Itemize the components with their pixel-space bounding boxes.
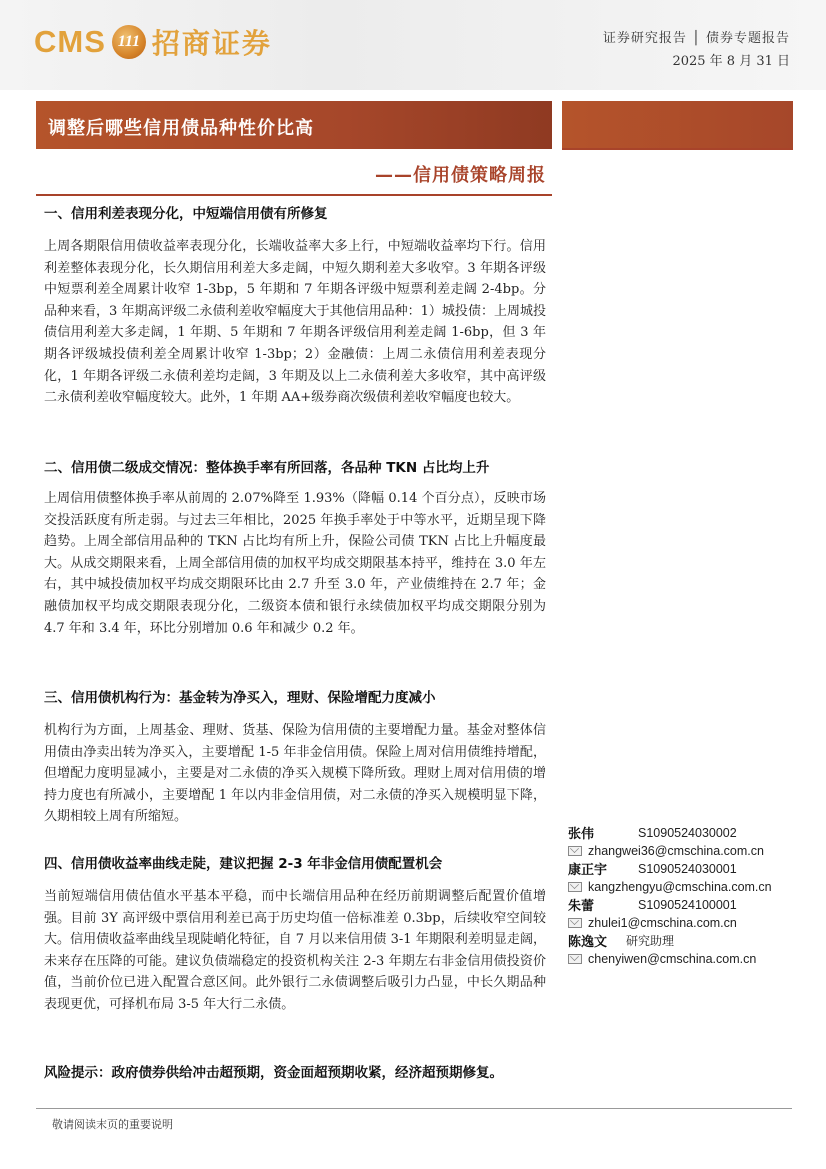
analyst-email[interactable]: zhangwei36@cmschina.com.cn [588, 843, 764, 858]
section-heading-3: 三、信用债机构行为：基金转为净买入，理财、保险增配力度减小 [44, 690, 436, 706]
report-date: 2025 年 8 月 31 日 [672, 54, 790, 69]
section-body-4: 当前短端信用债估值水平基本平稳，而中长端信用品种在经历前期调整后配置价值增强。目前 3Y 高评级中票信用利差已高于历史均值一倍标准差 0.3bp，后续收窄空间较大。信用债收益率曲线呈现陡峭化特征，自 7 月以来信用债 3-1 年期限利差明显走阔，未来存在压降的可能。建议负债端稳定的投资机构关注 2-3 年期左右非金信用债投资价值，当前价位已进入配置合意区间。此外银行二永债调整后吸引力凸显，中长久期品种表现更优，可择机布局 3-5 年大行二永债。 [44, 889, 546, 1012]
analyst-name: 朱蕾 [568, 899, 595, 914]
mail-icon [568, 882, 582, 892]
analyst-row [568, 860, 793, 877]
section-body-3: 机构行为方面，上周基金、理财、货基、保险为信用债的主要增配力量。基金对整体信用债由净卖出转为净买入，主要增配 1-5 年非金信用债。保险上周对信用债维持增配，但增配力度明显减小，主要是对二永债的净买入规模下降所致。理财上周对信用债的增持力度也有所减小，主要增配 1 年以内非金信用债，对二永债的净买入规模明显下降，久期相较上周有所缩短。 [44, 723, 546, 825]
email-row [568, 913, 793, 932]
analyst-row [568, 824, 793, 841]
title-divider [36, 194, 552, 196]
footer-divider [36, 1108, 792, 1109]
logo-chinese: 招商证券 [151, 27, 272, 60]
analyst-panel [568, 824, 793, 968]
analyst-row [568, 896, 793, 913]
risk-warning: 风险提示：政府债券供给冲击超预期，资金面超预期收紧，经济超预期修复。 [44, 1065, 503, 1081]
analyst-role: 研究助理 [626, 934, 675, 948]
report-type: 证券研究报告 │ 债券专题报告 [602, 31, 790, 46]
mail-icon [568, 846, 582, 856]
analyst-name: 康正宇 [568, 863, 608, 878]
side-divider [562, 148, 793, 150]
analyst-code: S1090524030001 [638, 861, 737, 876]
mail-icon [568, 954, 582, 964]
title-bar [36, 101, 552, 149]
email-row [568, 841, 793, 860]
section-heading-4: 四、信用债收益率曲线走陡，建议把握 2-3 年非金信用债配置机会 [44, 856, 443, 872]
analyst-name: 张伟 [568, 827, 595, 842]
section-body-1: 上周各期限信用债收益率表现分化，长端收益率大多上行，中短端收益率均下行。信用利差整体表现分化，长久期信用利差大多走阔，中短久期利差大多收窄。3 年期各评级中短票利差全周累计收窄 1-3bp，5 年期和 7 年期各评级中短票利差走阔 2-4bp。分品种来看，3 年期高评级二永债利差收窄幅度大于其他信用品种：1）城投债：上周城投债信用利差大多走阔，1 年期、5 年期和 7 年期各评级信用利差走阔 1-6bp，但 3 年期各评级城投债利差全周累计收窄 1-3bp；2）金融债：上周二永债信用利差表现分化，1 年期各评级二永债利差均走阔，3 年期及以上二永债利差大多收窄，其中高评级二永债利差收窄幅度较大。此外，1 年期 AA+级券商次级债利差收窄幅度也较大。 [44, 239, 546, 406]
analyst-code: S1090524030002 [638, 825, 737, 840]
section-heading-1: 一、信用利差表现分化，中短端信用债有所修复 [44, 206, 328, 222]
logo-emblem-icon: 111 [112, 25, 146, 59]
section-body-2: 上周信用债整体换手率从前周的 2.07%降至 1.93%（降幅 0.14 个百分点），反映市场交投活跃度有所走弱。与过去三年相比，2025 年换手率处于中等水平，近期呈现下降趋势。上周全部信用品种的 TKN 占比均有所上升，保险公司债 TKN 占比上升幅度最大。从成交期限来看，上周全部信用债的加权平均成交期限基本持平，维持在 3.0 年左右，其中城投债加权平均成交期限环比由 2.7 升至 3.0 年，产业债维持在 2.7 年；金融债加权平均成交期限表现分化，二级资本债和银行永续债加权平均成交期限分别为 4.7 年和 3.4 年，环比分别增加 0.6 年和减少 0.2 年。 [44, 491, 546, 636]
logo-latin: CMS [34, 24, 106, 59]
analyst-row [568, 932, 793, 949]
footer-note: 敬请阅读末页的重要说明 [52, 1118, 173, 1131]
analyst-email[interactable]: kangzhengyu@cmschina.com.cn [588, 879, 772, 894]
report-title: 调整后哪些信用债品种性价比高 [48, 118, 314, 139]
analyst-email[interactable]: chenyiwen@cmschina.com.cn [588, 951, 757, 966]
email-row [568, 949, 793, 968]
mail-icon [568, 918, 582, 928]
analyst-name: 陈逸文 [568, 935, 608, 950]
company-logo [34, 22, 272, 62]
section-heading-2: 二、信用债二级成交情况：整体换手率有所回落，各品种 TKN 占比均上升 [44, 460, 490, 476]
report-subtitle: ——信用债策略周报 [375, 165, 546, 186]
side-title-bar [562, 101, 793, 149]
analyst-code: S1090524100001 [638, 897, 737, 912]
analyst-email[interactable]: zhulei1@cmschina.com.cn [588, 915, 737, 930]
email-row [568, 877, 793, 896]
